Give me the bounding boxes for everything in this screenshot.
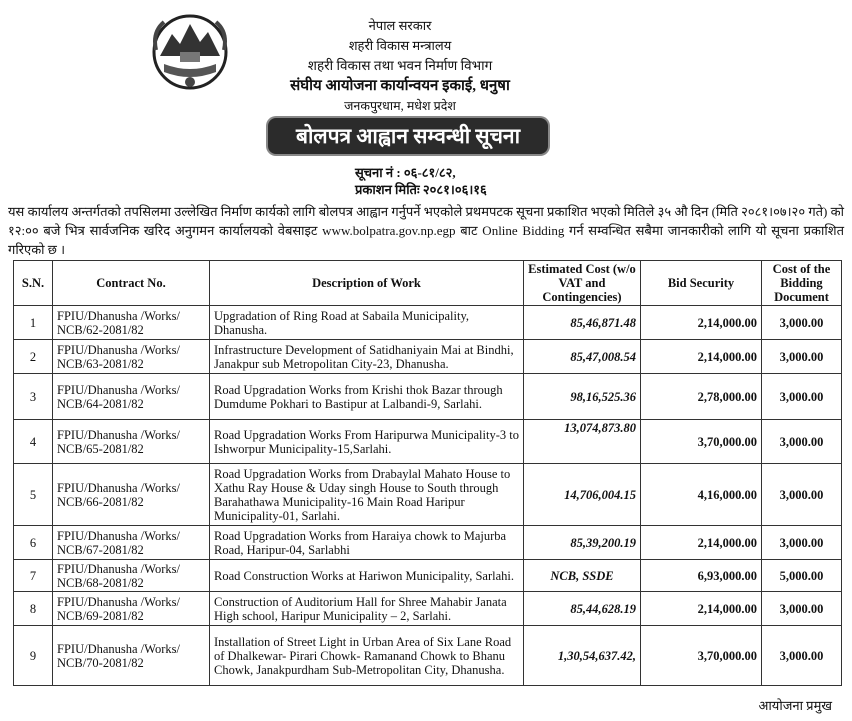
cell-contract: FPIU/Dhanusha /Works/ NCB/62-2081/82	[53, 306, 210, 340]
cell-security: 3,70,000.00	[641, 420, 762, 464]
cell-cost: 3,000.00	[762, 340, 842, 374]
intro-paragraph: यस कार्यालय अन्तर्गतको तपसिलमा उल्लेखित निर्माण कार्यको लागि बोलपत्र आह्वान गर्नुपर्ने भएकोले प्रथमपटक सूचना प्रकाशित भएको मितिले ३५ औ दिन (मिति २०८१।०७।२० गते) को १२:०० बजे भित्र सार्वजनिक खरिद अनुगमन कार्यालयको वेबसाइट www.bolpatra.gov.np.egp बाट Online Bidding गर्न सम्वन्धित सबैमा जानकारीको लागि यो सूचना प्रकाशित गरिएको छ ।	[8, 204, 844, 257]
cell-cost: 3,000.00	[762, 306, 842, 340]
cell-cost: 3,000.00	[762, 626, 842, 686]
cell-description: Road Upgradation Works from Drabaylal Mahato House to Xathu Ray House & Uday singh House to South through Barahathawa Municipality-16 Main Road Haripur Municipality-01, Sarlahi.	[210, 464, 524, 526]
cell-sn: 3	[14, 374, 53, 420]
header-description: Description of Work	[210, 261, 524, 306]
cell-estimated: 85,46,871.48	[524, 306, 641, 340]
publication-date: प्रकाशन मितिः २०८१।०६।१६	[355, 182, 487, 197]
table-row	[14, 374, 842, 420]
cell-contract: FPIU/Dhanusha /Works/ NCB/68-2081/82	[53, 560, 210, 592]
cell-contract: FPIU/Dhanusha /Works/ NCB/65-2081/82	[53, 420, 210, 464]
cell-estimated: 85,47,008.54	[524, 340, 641, 374]
cell-estimated: 13,074,873.80	[524, 420, 641, 464]
cell-description: Infrastructure Development of Satidhaniyain Mai at Bindhi, Janakpur sub Metropolitan City-23, Dhanusha.	[210, 340, 524, 374]
bid-table	[13, 260, 842, 686]
cell-security: 6,93,000.00	[641, 560, 762, 592]
signature-label: आयोजना प्रमुख	[758, 698, 832, 713]
cell-description: Construction of Auditorium Hall for Shree Mahabir Janata High school, Haripur Municipality – 2, Sarlahi.	[210, 592, 524, 626]
cell-security: 2,14,000.00	[641, 340, 762, 374]
cell-sn: 7	[14, 560, 53, 592]
cell-sn: 1	[14, 306, 53, 340]
cell-cost: 5,000.00	[762, 560, 842, 592]
table-row	[14, 340, 842, 374]
cell-estimated: NCB, SSDE	[524, 560, 641, 592]
cell-security: 3,70,000.00	[641, 626, 762, 686]
cell-sn: 6	[14, 526, 53, 560]
cell-sn: 5	[14, 464, 53, 526]
cell-sn: 9	[14, 626, 53, 686]
cell-contract: FPIU/Dhanusha /Works/ NCB/64-2081/82	[53, 374, 210, 420]
cell-cost: 3,000.00	[762, 420, 842, 464]
header-cost: Cost of the Bidding Document	[762, 261, 842, 306]
cell-security: 2,14,000.00	[641, 592, 762, 626]
header-security: Bid Security	[641, 261, 762, 306]
cell-cost: 3,000.00	[762, 464, 842, 526]
cell-description: Upgradation of Ring Road at Sabaila Municipality, Dhanusha.	[210, 306, 524, 340]
cell-estimated: 85,44,628.19	[524, 592, 641, 626]
cell-security: 4,16,000.00	[641, 464, 762, 526]
cell-estimated: 14,706,004.15	[524, 464, 641, 526]
table-row	[14, 420, 842, 464]
table-header-row	[14, 261, 842, 306]
notice-number: सूचना नं : ०६-८१/८२,	[355, 165, 456, 180]
cell-estimated: 98,16,525.36	[524, 374, 641, 420]
cell-contract: FPIU/Dhanusha /Works/ NCB/63-2081/82	[53, 340, 210, 374]
cell-security: 2,78,000.00	[641, 374, 762, 420]
notice-title-banner: बोलपत्र आह्वान सम्वन्धी सूचना	[268, 118, 548, 154]
cell-estimated: 1,30,54,637.42,	[524, 626, 641, 686]
table-row	[14, 560, 842, 592]
cell-security: 2,14,000.00	[641, 306, 762, 340]
cell-description: Road Upgradation Works from Haraiya chowk to Majurba Road, Haripur-04, Sarlabhi	[210, 526, 524, 560]
header-sn: S.N.	[14, 261, 53, 306]
cell-cost: 3,000.00	[762, 526, 842, 560]
cell-sn: 4	[14, 420, 53, 464]
cell-description: Installation of Street Light in Urban Area of Six Lane Road of Dhalkewar- Pirari Chowk- Ramanand Chowk to Bhanu Chowk, Janakpurdham Sub-Metropolitan City, Dhanusha.	[210, 626, 524, 686]
cell-contract: FPIU/Dhanusha /Works/ NCB/69-2081/82	[53, 592, 210, 626]
cell-contract: FPIU/Dhanusha /Works/ NCB/67-2081/82	[53, 526, 210, 560]
header-address: जनकपुरधाम, मधेश प्रदेश	[344, 99, 456, 113]
cell-cost: 3,000.00	[762, 592, 842, 626]
cell-description: Road Upgradation Works from Krishi thok Bazar through Dumdume Pokhari to Bastipur at Lalbandi-9, Sarlahi.	[210, 374, 524, 420]
table-row	[14, 592, 842, 626]
header-office: संघीय आयोजना कार्यान्वयन इकाई, धनुषा	[290, 78, 510, 94]
header-government: नेपाल सरकार	[368, 18, 432, 33]
header-contract: Contract No.	[53, 261, 210, 306]
header-ministry: शहरी विकास मन्त्रालय	[348, 38, 452, 53]
cell-security: 2,14,000.00	[641, 526, 762, 560]
header-department: शहरी विकास तथा भवन निर्माण विभाग	[307, 58, 493, 73]
table-row	[14, 464, 842, 526]
cell-contract: FPIU/Dhanusha /Works/ NCB/70-2081/82	[53, 626, 210, 686]
table-row	[14, 526, 842, 560]
cell-estimated: 85,39,200.19	[524, 526, 641, 560]
cell-cost: 3,000.00	[762, 374, 842, 420]
cell-sn: 8	[14, 592, 53, 626]
table-row	[14, 306, 842, 340]
cell-description: Road Upgradation Works From Haripurwa Municipality-3 to Ishworpur Municipality-15,Sarlahi.	[210, 420, 524, 464]
cell-description: Road Construction Works at Hariwon Municipality, Sarlahi.	[210, 560, 524, 592]
cell-contract: FPIU/Dhanusha /Works/ NCB/66-2081/82	[53, 464, 210, 526]
table-row	[14, 626, 842, 686]
cell-sn: 2	[14, 340, 53, 374]
header-estimated: Estimated Cost (w/o VAT and Contingencies)	[524, 261, 641, 306]
